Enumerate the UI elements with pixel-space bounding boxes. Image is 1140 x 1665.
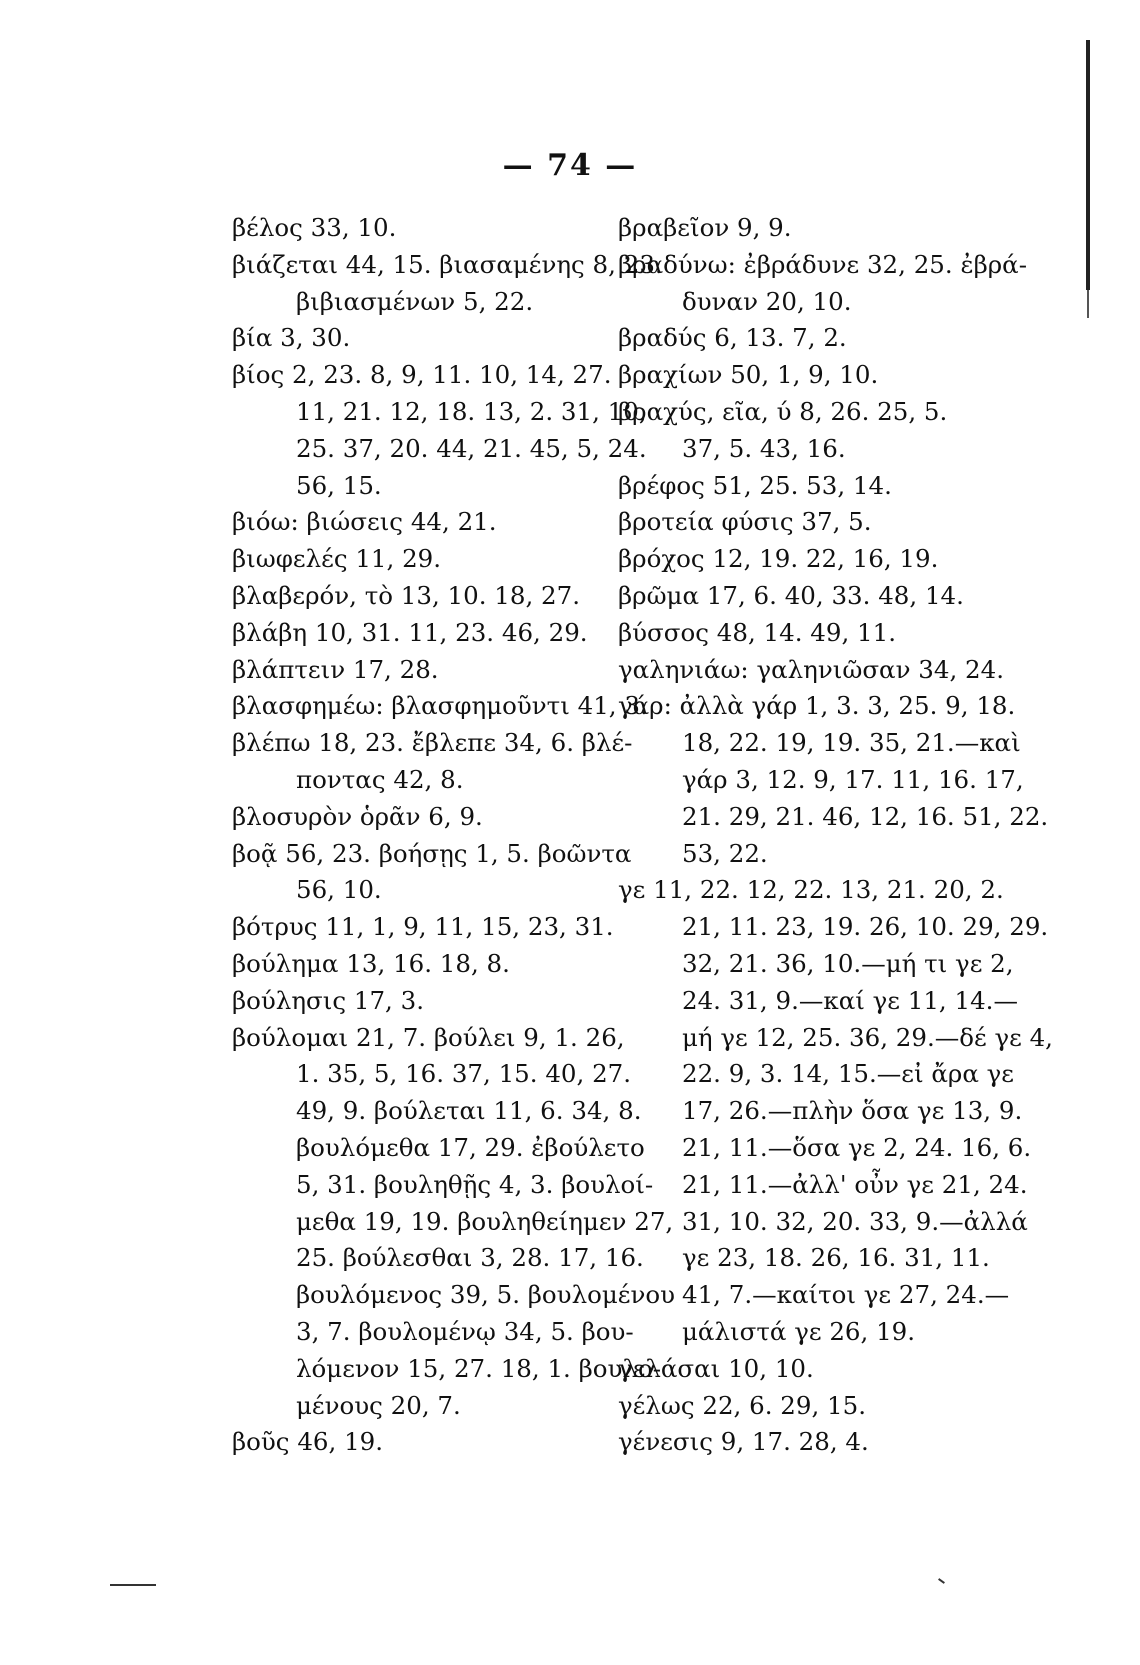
index-entry-line: βούλομαι 21, 7. βούλει 9, 1. 26, xyxy=(232,1022,625,1052)
index-entry-line: βοᾷ 56, 23. βοήσῃς 1, 5. βοῶντα xyxy=(232,838,632,868)
index-entry-line: γε 11, 22. 12, 22. 13, 21. 20, 2. xyxy=(618,875,1004,905)
index-entry-line: 21, 11. 23, 19. 26, 10. 29, 29. xyxy=(682,912,1049,942)
index-entry-line: μεθα 19, 19. βουληθείημεν 27, xyxy=(296,1206,674,1236)
index-entry-line: βιωφελές 11, 29. xyxy=(232,544,442,574)
index-entry xyxy=(232,541,594,578)
index-entry xyxy=(232,247,663,321)
index-entry-line: 18, 22. 19, 19. 35, 21.—καὶ xyxy=(682,728,1021,758)
index-entry-line: 41, 7.—καίτοι γε 27, 24.— xyxy=(682,1280,1010,1310)
index-entry-line: 32, 21. 36, 10.—μή τι γε 2, xyxy=(682,948,1014,978)
index-entry xyxy=(618,652,1004,689)
index-entry xyxy=(232,578,594,615)
index-entry xyxy=(232,357,647,504)
index-entry xyxy=(232,688,648,725)
index-entry-line: βότρυς 11, 1, 9, 11, 15, 23, 31. xyxy=(232,912,614,942)
index-entry xyxy=(232,725,633,799)
index-entry-line: 21, 11.—ἀλλ' οὖν γε 21, 24. xyxy=(682,1169,1028,1199)
index-entry xyxy=(618,872,1053,1350)
index-entry-line: 25. βούλεσθαι 3, 28. 17, 16. xyxy=(296,1243,644,1273)
scan-mark-bottom-left xyxy=(110,1584,156,1586)
index-entry-line: 22. 9, 3. 14, 15.—εἰ ἄρα γε xyxy=(682,1059,1014,1089)
index-entry-line: γελάσαι 10, 10. xyxy=(618,1353,814,1383)
index-entry-line: βροτεία φύσις 37, 5. xyxy=(618,507,872,537)
index-entry-line: βοῦς 46, 19. xyxy=(232,1427,384,1457)
index-entry xyxy=(232,983,594,1020)
index-entry-line: βλαβερόν, τὸ 13, 10. 18, 27. xyxy=(232,580,581,610)
index-entry-line: γαληνιάω: γαληνιῶσαν 34, 24. xyxy=(618,654,1004,684)
index-entry-line: βύσσος 48, 14. 49, 11. xyxy=(618,617,896,647)
index-entry-line: βραχύς, εῖα, ύ 8, 26. 25, 5. xyxy=(618,396,948,426)
index-entry-line: μή γε 12, 25. 36, 29.—δέ γε 4, xyxy=(682,1022,1053,1052)
index-entry-line: βία 3, 30. xyxy=(232,323,351,353)
index-column-right xyxy=(618,210,1053,1461)
index-entry xyxy=(618,247,1027,321)
index-entry-line: βιόω: βιώσεις 44, 21. xyxy=(232,507,497,537)
index-entry-line: 17, 26.—πλὴν ὅσα γε 13, 9. xyxy=(682,1096,1023,1126)
index-entry xyxy=(618,688,1049,872)
index-entry-line: βραχίων 50, 1, 9, 10. xyxy=(618,360,879,390)
index-entry-line: βραδύνω: ἐβράδυνε 32, 25. ἐβρά- xyxy=(618,249,1027,279)
index-entry-line: γάρ 3, 12. 9, 17. 11, 16. 17, xyxy=(682,764,1024,794)
index-entry-line: βίος 2, 23. 8, 9, 11. 10, 14, 27. xyxy=(232,360,612,390)
index-entry xyxy=(618,320,998,357)
index-entry-line: βιάζεται 44, 15. βιασαμένης 8, 23. xyxy=(232,249,663,279)
index-entry-line: 11, 21. 12, 18. 13, 2. 31, 10, xyxy=(296,396,647,426)
page-number: — 74 — xyxy=(502,148,638,183)
index-entry-line: γένεσις 9, 17. 28, 4. xyxy=(618,1427,869,1457)
index-entry xyxy=(232,210,594,247)
scan-edge-rule-lower xyxy=(1087,290,1089,318)
index-entry xyxy=(618,504,998,541)
index-entry-line: βλέπω 18, 23. ἔβλεπε 34, 6. βλέ- xyxy=(232,728,633,758)
index-entry-line: βραβεῖον 9, 9. xyxy=(618,213,792,242)
index-entry-line: γε 23, 18. 26, 16. 31, 11. xyxy=(682,1243,990,1273)
index-entry xyxy=(618,468,998,505)
index-entry-line: βλάβη 10, 31. 11, 23. 46, 29. xyxy=(232,617,588,647)
index-entry xyxy=(232,652,594,689)
index-column-left xyxy=(232,210,676,1461)
index-entry-line: δυναν 20, 10. xyxy=(682,286,852,316)
index-entry xyxy=(618,357,998,394)
index-entry-line: γέλως 22, 6. 29, 15. xyxy=(618,1390,866,1420)
index-entry xyxy=(618,615,998,652)
index-entry-line: βρόχος 12, 19. 22, 16, 19. xyxy=(618,544,939,574)
index-entry xyxy=(618,1424,998,1461)
index-entry-line: βιβιασμένων 5, 22. xyxy=(296,286,534,316)
index-entry-line: ποντας 42, 8. xyxy=(296,764,464,794)
index-entry-line: βουλόμενος 39, 5. βουλομένου xyxy=(296,1280,676,1310)
index-entry-line: μένους 20, 7. xyxy=(296,1390,461,1420)
index-entry xyxy=(232,504,594,541)
index-entry-line: 56, 15. xyxy=(296,470,382,500)
index-entry-line: βρέφος 51, 25. 53, 14. xyxy=(618,470,892,500)
scan-mark-bottom-right xyxy=(938,1578,945,1584)
index-entry-line: 24. 31, 9.—καί γε 11, 14.— xyxy=(682,985,1018,1015)
index-entry xyxy=(618,1351,998,1388)
index-entry xyxy=(618,210,998,247)
index-entry xyxy=(618,1388,998,1425)
index-entry xyxy=(232,909,614,946)
index-entry-line: βουλόμεθα 17, 29. ἐβούλετο xyxy=(296,1132,645,1162)
index-entry xyxy=(232,1020,676,1425)
index-entry xyxy=(232,946,594,983)
index-entry-line: 31, 10. 32, 20. 33, 9.—ἀλλά xyxy=(682,1206,1028,1236)
index-entry-line: 53, 22. xyxy=(682,838,768,868)
index-entry-line: βλασφημέω: βλασφημοῦντι 41, 3. xyxy=(232,691,648,721)
index-entry-line: μάλιστά γε 26, 19. xyxy=(682,1316,916,1346)
index-entry xyxy=(618,394,998,468)
index-entry-line: γάρ: ἀλλὰ γάρ 1, 3. 3, 25. 9, 18. xyxy=(618,691,1016,721)
index-entry-line: 25. 37, 20. 44, 21. 45, 5, 24. xyxy=(296,433,647,463)
index-entry-line: 21, 11.—ὅσα γε 2, 24. 16, 6. xyxy=(682,1132,1032,1162)
index-entry-line: βραδύς 6, 13. 7, 2. xyxy=(618,323,847,353)
index-entry-line: 5, 31. βουληθῇς 4, 3. βουλοί- xyxy=(296,1169,654,1199)
index-entry-line: λόμενον 15, 27. 18, 1. βουλο- xyxy=(296,1353,661,1383)
index-entry-line: βούλημα 13, 16. 18, 8. xyxy=(232,948,510,978)
index-entry xyxy=(232,799,594,836)
index-entry-line: βέλος 33, 10. xyxy=(232,213,397,242)
index-entry-line: βρῶμα 17, 6. 40, 33. 48, 14. xyxy=(618,580,964,610)
index-entry-line: βλοσυρὸν ὁρᾶν 6, 9. xyxy=(232,801,483,831)
index-entry-line: 1. 35, 5, 16. 37, 15. 40, 27. xyxy=(296,1059,632,1089)
index-entry-line: 3, 7. βουλομένῳ 34, 5. βου- xyxy=(296,1316,634,1346)
index-entry xyxy=(232,836,632,910)
index-entry-line: 49, 9. βούλεται 11, 6. 34, 8. xyxy=(296,1096,642,1126)
index-entry xyxy=(232,320,594,357)
index-entry xyxy=(232,615,594,652)
index-entry-line: 37, 5. 43, 16. xyxy=(682,433,846,463)
index-entry-line: βλάπτειν 17, 28. xyxy=(232,654,439,684)
index-entry-line: βούλησις 17, 3. xyxy=(232,985,424,1015)
index-entry-line: 21. 29, 21. 46, 12, 16. 51, 22. xyxy=(682,801,1049,831)
index-entry xyxy=(232,1424,594,1461)
index-entry-line: 56, 10. xyxy=(296,875,382,905)
index-entry xyxy=(618,578,998,615)
index-entry xyxy=(618,541,998,578)
